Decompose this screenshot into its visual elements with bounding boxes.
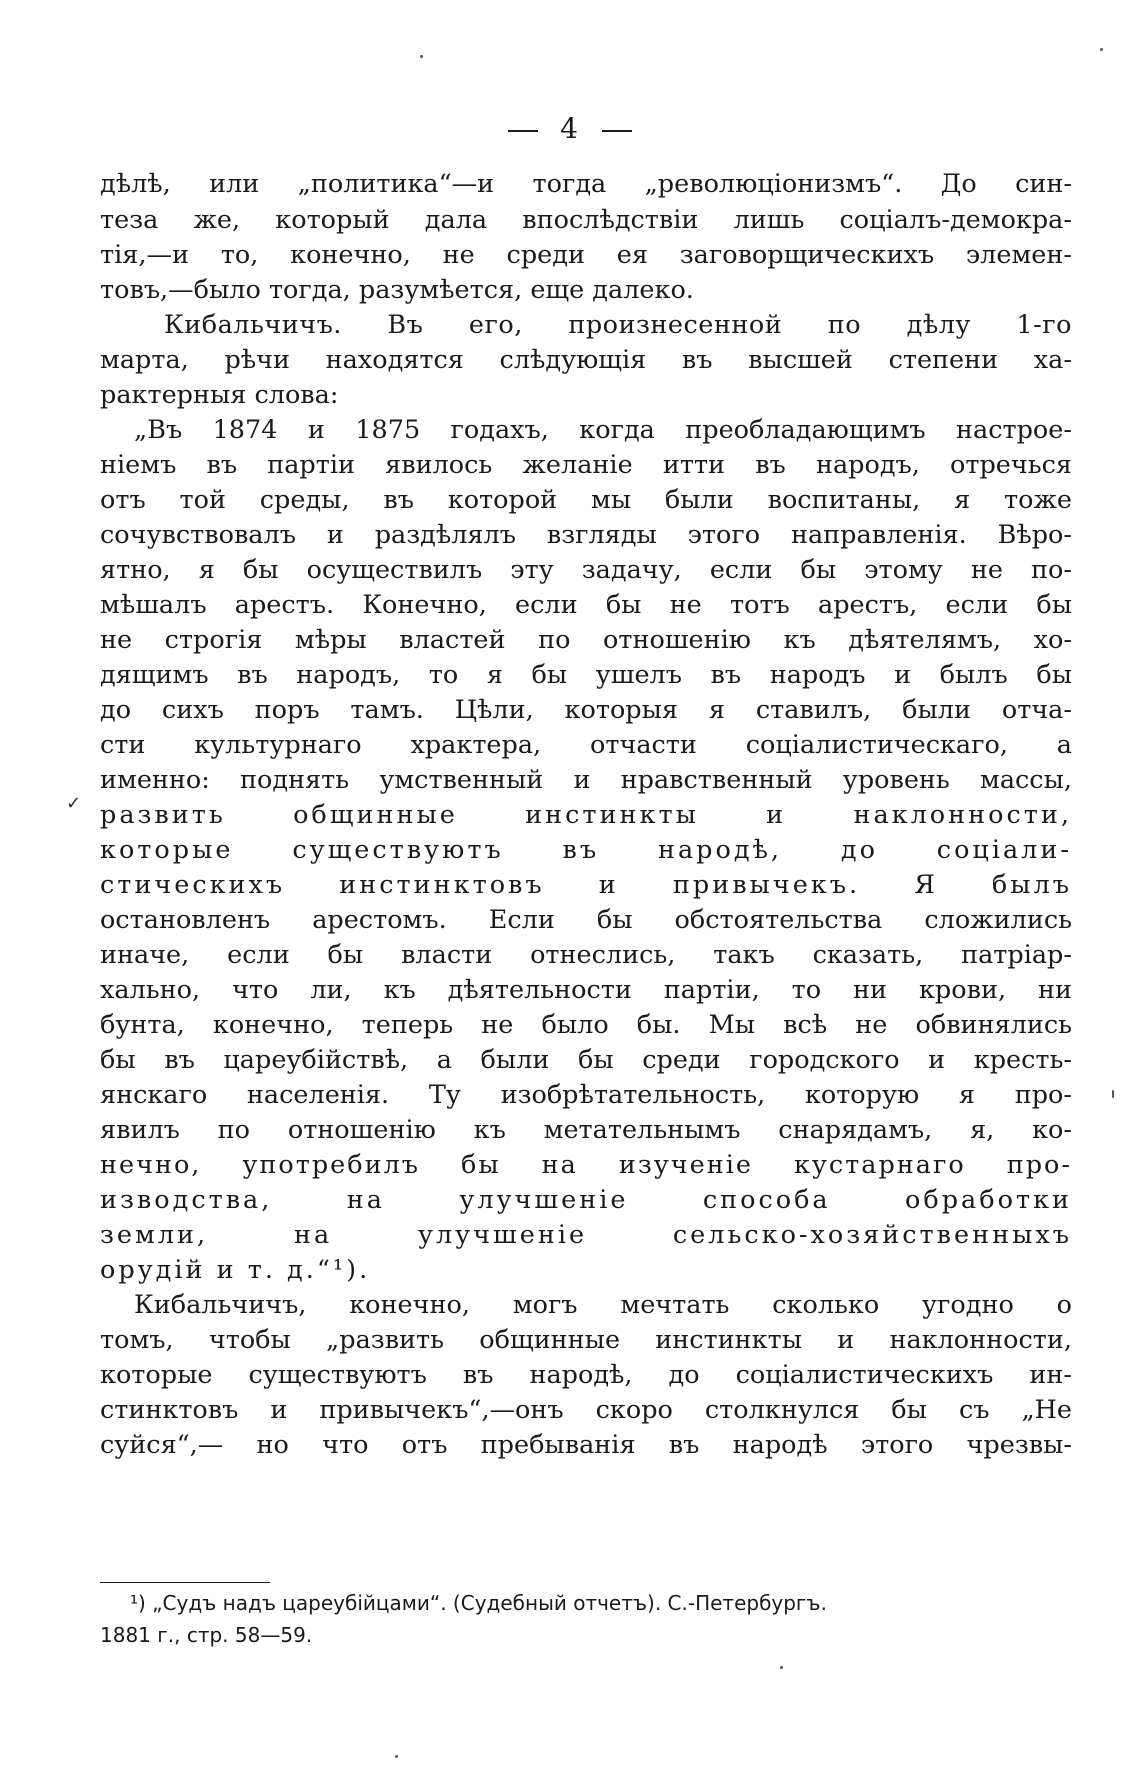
quote-line-spaced: изводства, на улучшеніе способа обработки	[100, 1185, 1072, 1215]
quote-line: до сихъ поръ тамъ. Цѣли, которыя я ставилъ, были отча-	[100, 695, 1072, 725]
quote-line: бы въ цареубійствѣ, а были бы среди городского и кресть-	[100, 1045, 1072, 1075]
quote-line-spaced: орудій и т. д.“¹).	[100, 1255, 371, 1285]
quote-line: мѣшалъ арестъ. Конечно, если бы не тотъ арестъ, если бы	[100, 590, 1072, 620]
paper-speck	[395, 1755, 398, 1758]
quote-line: не строгія мѣры властей по отношенію къ дѣятелямъ, хо-	[100, 625, 1072, 655]
quote-line-spaced: развить общинные инстинкты и наклонности,	[100, 800, 1072, 830]
quote-line: ніемъ въ партіи явилось желаніе итти въ народъ, отречься	[100, 450, 1072, 480]
quote-line-spaced: земли, на улучшеніе сельско-хозяйственныхъ	[100, 1220, 1072, 1250]
paper-speck	[1100, 48, 1103, 51]
text-line: теза же, который дала впослѣдствіи лишь соціалъ-демокра-	[100, 205, 1072, 235]
quote-line-spaced: которые существуютъ въ народѣ, до соціали-	[100, 835, 1072, 865]
text-line: суйся“,— но что отъ пребыванія въ народѣ этого чрезвы-	[100, 1430, 1072, 1460]
page-number-dash-right	[602, 130, 632, 132]
page-number	[0, 112, 1140, 145]
quote-line: дящимъ въ народъ, то я бы ушелъ въ народъ и былъ бы	[100, 660, 1072, 690]
quote-line: ятно, я бы осуществилъ эту задачу, если бы этому не по-	[100, 555, 1072, 585]
quote-line: остановленъ арестомъ. Если бы обстоятельства сложились	[100, 905, 1072, 935]
text-line: дѣлѣ, или „политика“—и тогда „революціонизмъ“. До син-	[100, 169, 1072, 199]
quote-line: сочувствовалъ и раздѣлялъ взгляды этого направленія. Вѣро-	[100, 520, 1072, 550]
quote-line: „Въ 1874 и 1875 годахъ, когда преобладающимъ настрое-	[134, 415, 1072, 445]
footnote-line: 1881 г., стр. 58—59.	[100, 1623, 313, 1647]
margin-check-mark: ✓	[66, 793, 82, 814]
quote-line: именно: поднять умственный и нравственный уровень массы,	[100, 765, 1072, 795]
paper-speck	[780, 1666, 783, 1669]
quote-line: отъ той среды, въ которой мы были воспитаны, я тоже	[100, 485, 1072, 515]
page-number-dash-left	[508, 130, 538, 132]
quote-line: иначе, если бы власти отнеслись, такъ сказать, патріар-	[100, 940, 1072, 970]
text-line: Кибальчичъ. Въ его, произнесенной по дѣлу 1-го	[164, 310, 1072, 340]
paper-speck	[420, 55, 423, 58]
text-line: товъ,—было тогда, разумѣется, еще далеко.	[100, 275, 694, 305]
quote-line-spaced: стическихъ инстинктовъ и привычекъ. Я былъ	[100, 870, 1072, 900]
text-line: которые существуютъ въ народѣ, до соціалистическихъ ин-	[100, 1360, 1072, 1390]
quote-line: бунта, конечно, теперь не было бы. Мы всѣ не обвинялись	[100, 1010, 1072, 1040]
footnote-line: ¹) „Судъ надъ цареубійцами“. (Судебный отчетъ). С.-Петербургъ.	[130, 1591, 827, 1615]
quote-line: хально, что ли, къ дѣятельности партіи, то ни крови, ни	[100, 975, 1072, 1005]
text-line: рактерныя слова:	[100, 380, 339, 410]
text-line: тія,—и то, конечно, не среди ея заговорщическихъ элемен-	[100, 240, 1072, 270]
text-line: марта, рѣчи находятся слѣдующія въ высшей степени ха-	[100, 345, 1072, 375]
quote-line: янскаго населенія. Ту изобрѣтательность, которую я про-	[100, 1080, 1072, 1110]
quote-line: сти культурнаго храктера, отчасти соціалистическаго, а	[100, 730, 1072, 760]
text-line: Кибальчичъ, конечно, могъ мечтать сколько угодно о	[134, 1290, 1072, 1320]
text-line: стинктовъ и привычекъ“,—онъ скоро столкнулся бы съ „Не	[100, 1395, 1072, 1425]
quote-line-spaced: нечно, употребилъ бы на изученіе кустарнаго про-	[100, 1150, 1072, 1180]
text-line: томъ, чтобы „развить общинные инстинкты и наклонности,	[100, 1325, 1072, 1355]
footnote-divider	[100, 1582, 270, 1583]
paper-speck	[1112, 1090, 1114, 1098]
quote-line: явилъ по отношенію къ метательнымъ снарядамъ, я, ко-	[100, 1115, 1072, 1145]
page-number-value: 4	[560, 112, 580, 145]
